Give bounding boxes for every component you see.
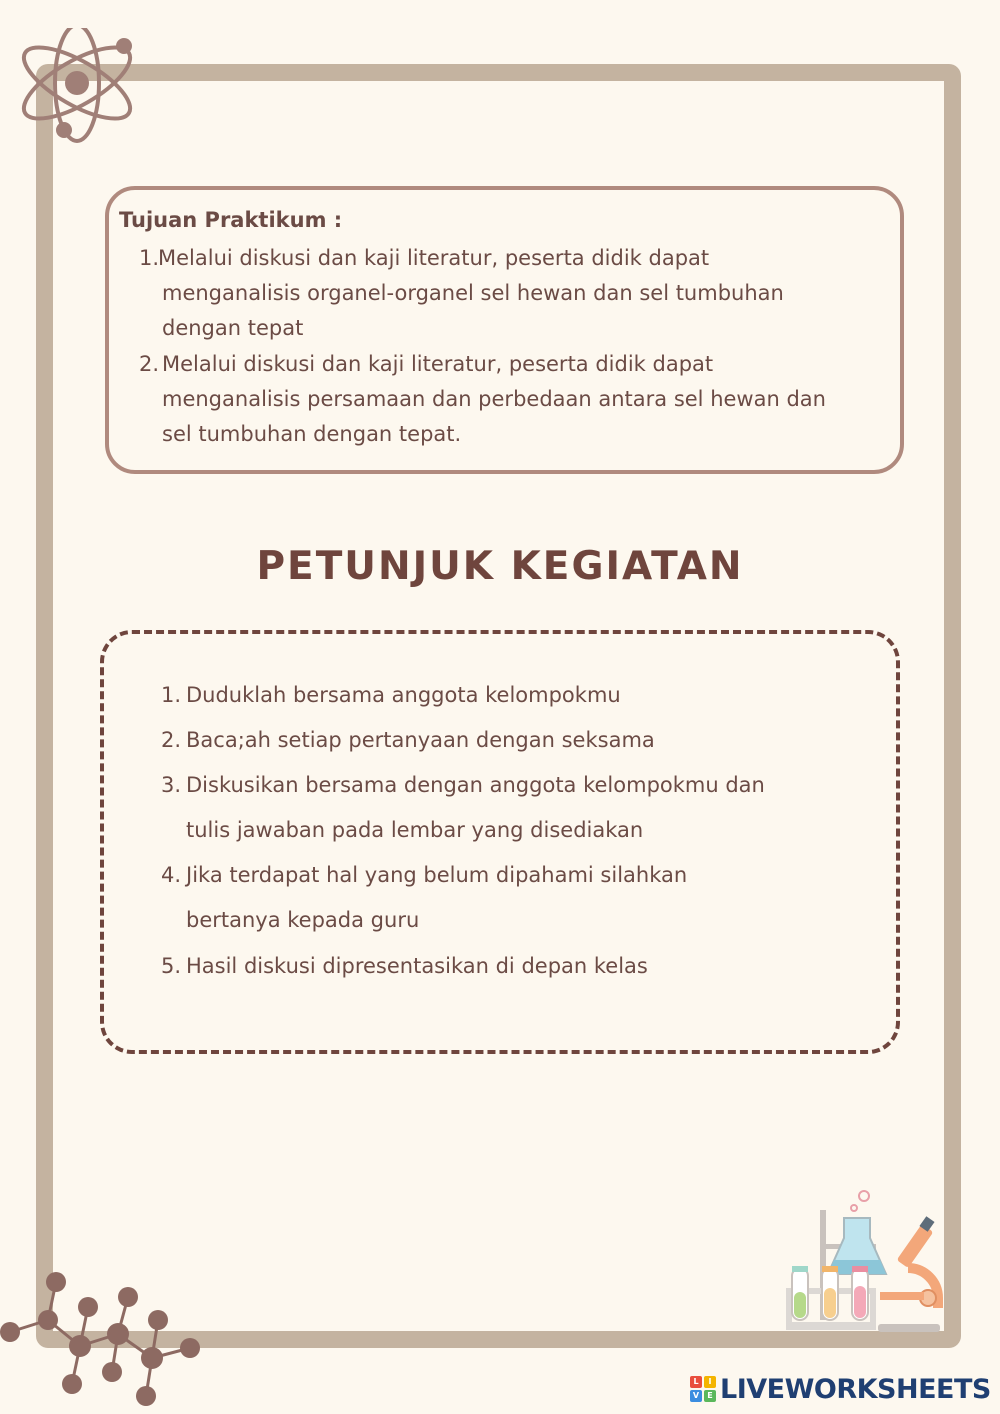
step-number: 4. bbox=[161, 863, 182, 887]
tujuan-item bbox=[139, 241, 784, 346]
section-heading: PETUNJUK KEGIATAN bbox=[256, 544, 744, 589]
step-line: Baca;ah setiap pertanyaan dengan seksama bbox=[186, 728, 655, 752]
tujuan-item-number: 1. bbox=[139, 246, 160, 270]
logo-letter: V bbox=[690, 1390, 702, 1402]
watermark-text: LIVEWORKSHEETS bbox=[720, 1373, 991, 1405]
tujuan-item-line: menganalisis persamaan dan perbedaan antara sel hewan dan bbox=[162, 387, 826, 411]
logo-letter: I bbox=[704, 1376, 716, 1388]
liveworksheets-watermark[interactable] bbox=[690, 1372, 991, 1406]
logo-letter: E bbox=[704, 1390, 716, 1402]
step-number: 3. bbox=[161, 773, 182, 797]
step-line: Hasil diskusi dipresentasikan di depan kelas bbox=[186, 954, 648, 978]
tujuan-title: Tujuan Praktikum : bbox=[119, 208, 343, 232]
logo-letter: L bbox=[690, 1376, 702, 1388]
step-item bbox=[161, 718, 655, 763]
step-line: Diskusikan bersama dengan anggota kelompokmu dan bbox=[186, 773, 765, 797]
step-line: Duduklah bersama anggota kelompokmu bbox=[186, 683, 621, 707]
atom-icon bbox=[12, 28, 142, 143]
step-line: Jika terdapat hal yang belum dipahami silahkan bbox=[186, 863, 688, 887]
step-number: 1. bbox=[161, 683, 182, 707]
step-item bbox=[161, 763, 765, 853]
tujuan-item-line: sel tumbuhan dengan tepat. bbox=[162, 422, 462, 446]
tujuan-item-line: Melalui diskusi dan kaji literatur, peserta didik dapat bbox=[158, 246, 710, 270]
step-number: 2. bbox=[161, 728, 182, 752]
tujuan-item-number: 2. bbox=[139, 352, 160, 376]
step-line: bertanya kepada guru bbox=[186, 908, 420, 932]
tujuan-item-line: Melalui diskusi dan kaji literatur, peserta didik dapat bbox=[162, 352, 714, 376]
tujuan-item-line: dengan tepat bbox=[162, 316, 304, 340]
step-item bbox=[161, 673, 621, 718]
tujuan-item-line: menganalisis organel-organel sel hewan dan sel tumbuhan bbox=[162, 281, 784, 305]
step-item bbox=[161, 853, 688, 943]
tujuan-item bbox=[139, 347, 826, 452]
molecule-icon bbox=[0, 1262, 210, 1412]
step-line: tulis jawaban pada lembar yang disediakan bbox=[186, 818, 644, 842]
liveworksheets-logo-icon bbox=[690, 1376, 716, 1402]
lab-equipment-icon bbox=[780, 1188, 945, 1338]
step-item bbox=[161, 944, 648, 989]
step-number: 5. bbox=[161, 954, 182, 978]
